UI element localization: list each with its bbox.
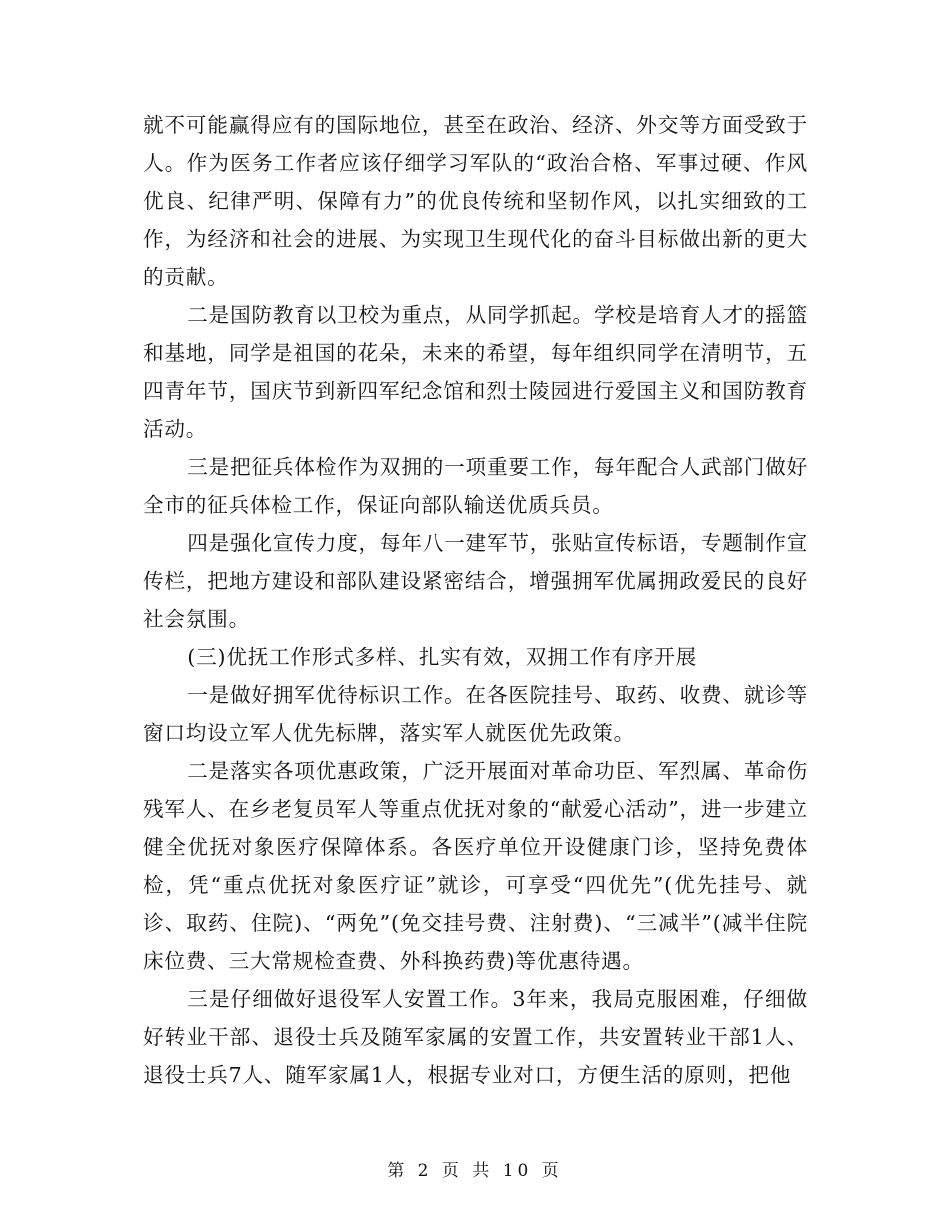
page-number-footer: 第 2 页 共 10 页 bbox=[387, 1161, 563, 1181]
paragraph-national-defense-education: 二是国防教育以卫校为重点，从同学抓起。学校是培育人才的摇篮和基地，同学是祖国的花朵，未来的希望，每年组织同学在清明节，五四青年节，国庆节到新四军纪念馆和烈士陵园进行爱国主义和国防教育活动。 bbox=[143, 303, 808, 441]
paragraph-conscription-exam: 三是把征兵体检作为双拥的一项重要工作，每年配合人武部门做好全市的征兵体检工作，保证向部队输送优质兵员。 bbox=[143, 455, 808, 517]
document-body bbox=[143, 106, 808, 1094]
paragraph-veteran-placement: 三是仔细做好退役军人安置工作。3年来，我局克服困难，仔细做好转业干部、退役士兵及随军家属的安置工作，共安置转业干部1人、退役士兵7人、随军家属1人，根据专业对口，方便生活的原则，把他 bbox=[143, 987, 808, 1087]
paragraph-priority-signs: 一是做好拥军优待标识工作。在各医院挂号、取药、收费、就诊等窗口均设立军人优先标牌，落实军人就医优先政策。 bbox=[143, 683, 808, 745]
paragraph-continuation: 就不可能赢得应有的国际地位，甚至在政治、经济、外交等方面受致于人。作为医务工作者应该仔细学习军队的“政治合格、军事过硬、作风优良、纪律严明、保障有力”的优良传统和坚韧作风，以扎实细致的工作，为经济和社会的进展、为实现卫生现代化的奋斗目标做出新的更大的贡献。 bbox=[143, 113, 808, 289]
section-heading-3: (三)优抚工作形式多样、扎实有效，双拥工作有序开展 bbox=[187, 645, 698, 669]
paragraph-preferential-policies: 二是落实各项优惠政策，广泛开展面对革命功臣、军烈属、革命伤残军人、在乡老复员军人等重点优抚对象的“献爱心活动”，进一步建立健全优抚对象医疗保障体系。各医疗单位开设健康门诊，坚持免费体检，凭“重点优抚对象医疗证”就诊，可享受“四优先”(优先挂号、就诊、取药、住院)、“两免”(免交挂号费、注射费)、“三减半”(减半住院床位费、三大常规检查费、外科换药费)等优惠待遇。 bbox=[143, 759, 808, 973]
paragraph-publicity: 四是强化宣传力度，每年八一建军节，张贴宣传标语，专题制作宣传栏，把地方建设和部队建设紧密结合，增强拥军优属拥政爱民的良好社会氛围。 bbox=[143, 531, 808, 631]
